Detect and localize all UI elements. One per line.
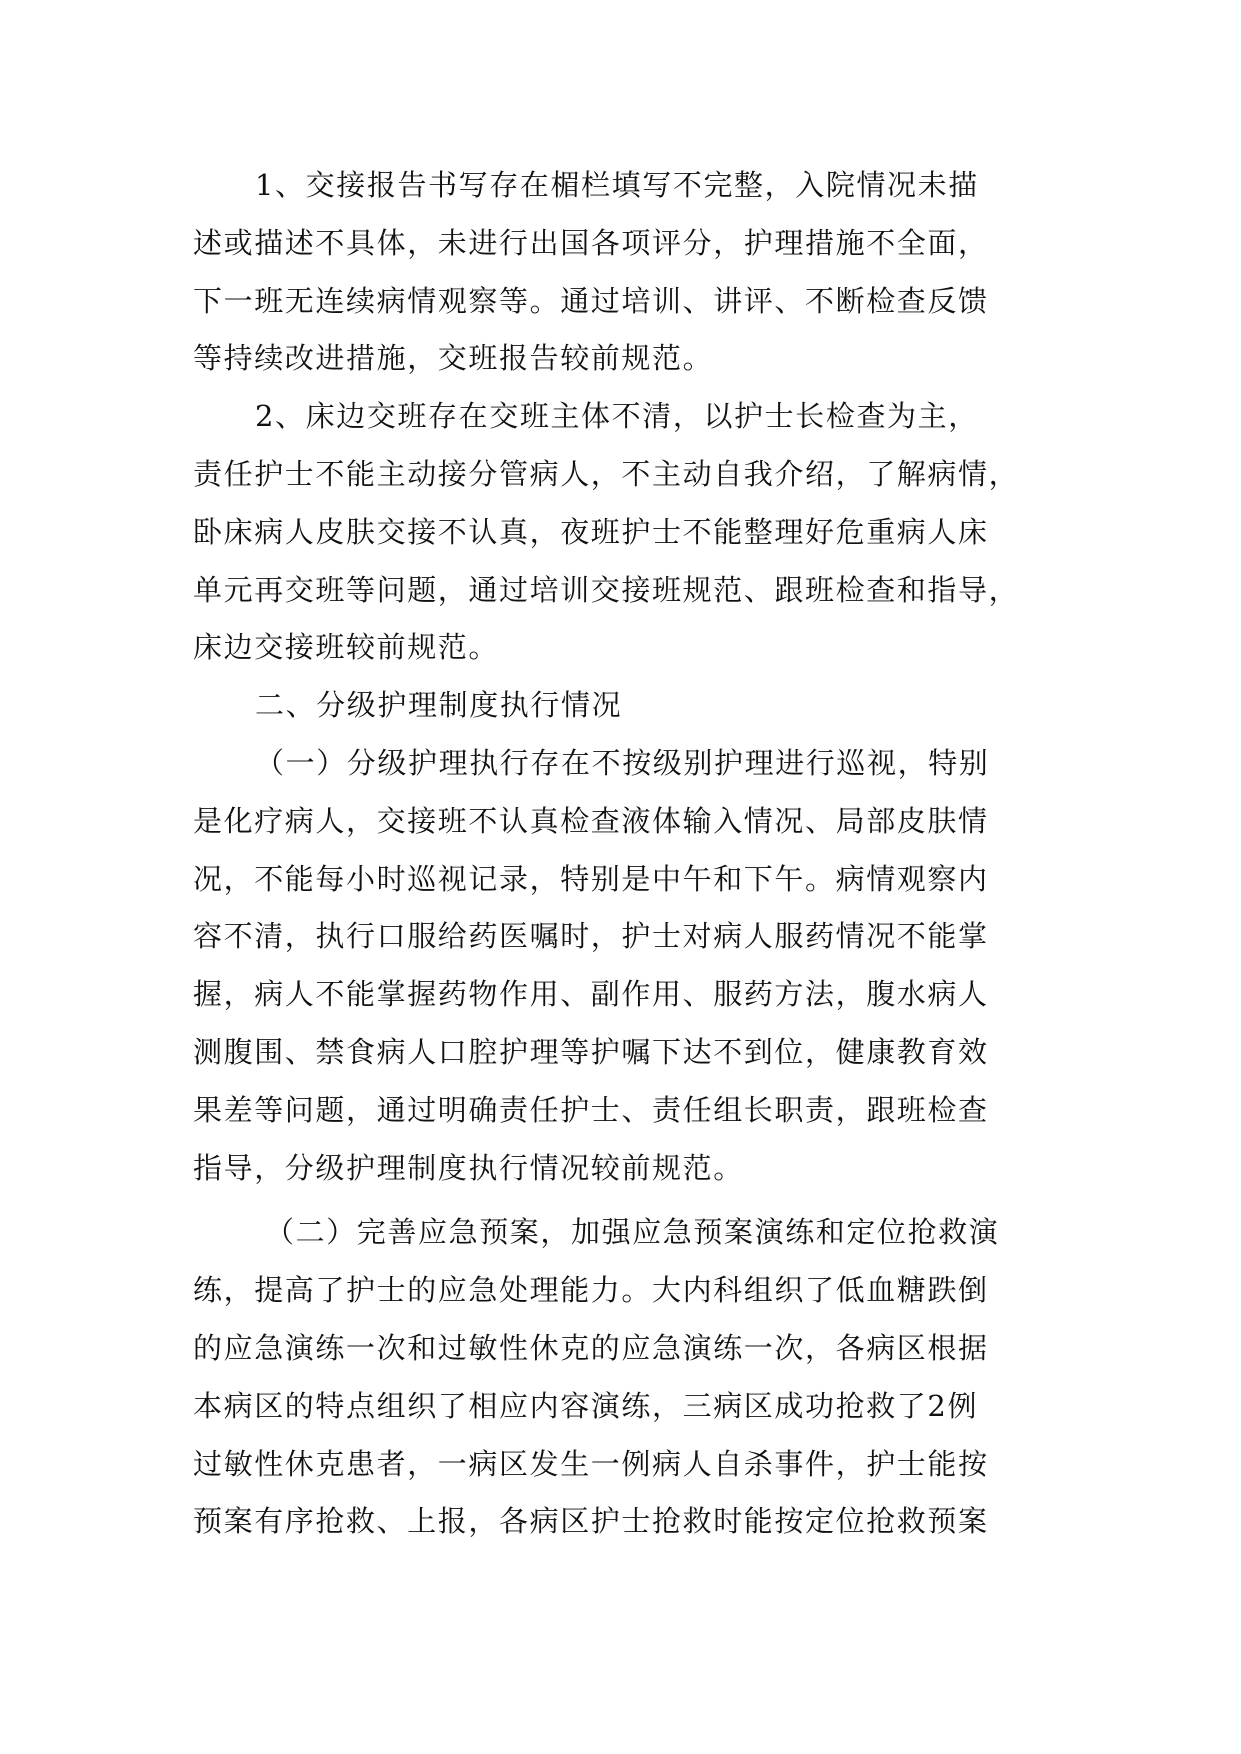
paragraph-gap — [193, 1197, 1059, 1204]
text-line: （二）完善应急预案，加强应急预案演练和定位抢救演 — [265, 1215, 1000, 1250]
text-line: 指导，分级护理制度执行情况较前规范。 — [193, 1150, 744, 1185]
paragraph-graded-nursing-execution — [193, 735, 1059, 1197]
text-line: 床边交接班较前规范。 — [193, 630, 500, 665]
text-line: 1、交接报告书写存在楣栏填写不完整，入院情况未描 — [255, 168, 979, 202]
section-heading: 二、分级护理制度执行情况 — [255, 688, 623, 723]
text-line: 容不清，执行口服给药医嘱时，护士对病人服药情况不能掌 — [193, 919, 989, 954]
text-line: 下一班无连续病情观察等。通过培训、讲评、不断检查反馈 — [193, 283, 989, 318]
text-line: 述或描述不具体，未进行出国各项评分，护理措施不全面， — [193, 225, 989, 260]
text-line: 的应急演练一次和过敏性休克的应急演练一次，各病区根据 — [193, 1330, 989, 1365]
text-line: 握，病人不能掌握药物作用、副作用、服药方法，腹水病人 — [193, 977, 989, 1012]
text-line: 过敏性休克患者，一病区发生一例病人自杀事件，护士能按 — [193, 1446, 989, 1481]
paragraph-bedside-handover — [193, 388, 1059, 677]
text-line: 本病区的特点组织了相应内容演练，三病区成功抢救了2例 — [193, 1388, 979, 1423]
text-line: 责任护士不能主动接分管病人，不主动自我介绍，了解病情， — [193, 456, 1020, 491]
text-line: （一）分级护理执行存在不按级别护理进行巡视，特别 — [255, 745, 990, 780]
text-line: 卧床病人皮肤交接不认真，夜班护士不能整理好危重病人床 — [193, 514, 989, 549]
paragraph-emergency-plans — [193, 1204, 1059, 1551]
text-line: 预案有序抢救、上报，各病区护士抢救时能按定位抢救预案 — [193, 1504, 989, 1539]
text-line: 练，提高了护士的应急处理能力。大内科组织了低血糖跌倒 — [193, 1273, 989, 1308]
text-line: 单元再交班等问题，通过培训交接班规范、跟班检查和指导， — [193, 572, 1020, 607]
document-body — [193, 157, 1059, 1551]
text-line: 是化疗病人，交接班不认真检查液体输入情况、局部皮肤情 — [193, 803, 989, 838]
text-line: 2、床边交班存在交班主体不清，以护士长检查为主， — [255, 399, 979, 434]
text-line: 测腹围、禁食病人口腔护理等护嘱下达不到位，健康教育效 — [193, 1034, 989, 1069]
text-line: 果差等问题，通过明确责任护士、责任组长职责，跟班检查 — [193, 1092, 989, 1127]
text-line: 况，不能每小时巡视记录，特别是中午和下午。病情观察内 — [193, 861, 989, 896]
section-heading-graded-nursing — [193, 677, 1059, 735]
paragraph-handover-report — [193, 157, 1059, 388]
text-line: 等持续改进措施，交班报告较前规范。 — [193, 341, 714, 376]
